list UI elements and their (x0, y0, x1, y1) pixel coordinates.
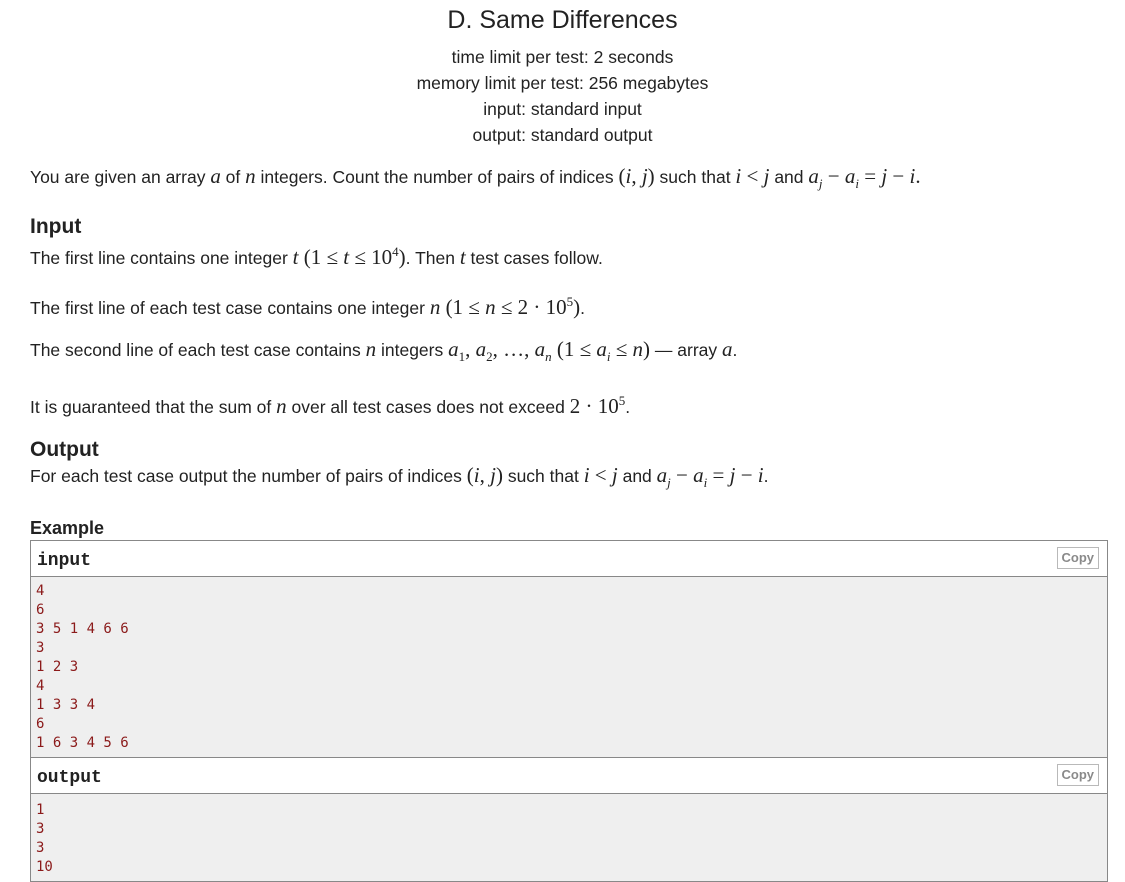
sample-input-header (31, 541, 1107, 577)
sample-input-line: 1 2 3 (36, 658, 79, 675)
input-file: input: standard input (483, 99, 642, 119)
legend-paragraph: You are given an array a of n integers. Count the number of pairs of indices (i, j) such that i < j and $a_j - a_i = j - i$. (30, 164, 921, 192)
example-title: Example (30, 517, 105, 538)
problem-statement (0, 164, 1125, 882)
input-line-4: It is guaranteed that the sum of n over all test cases does not exceed $2 \cdot 10^5$. (30, 393, 631, 419)
problem-title: D. Same Differences (447, 6, 678, 34)
sample-output-line: 3 (36, 820, 45, 837)
input-section-title: Input (30, 215, 82, 239)
sample-output-label: output (37, 767, 102, 788)
sample-input-line: 3 5 1 4 6 6 (36, 620, 129, 637)
sample-output-line: 1 (36, 801, 45, 818)
sample-input-label: input (37, 550, 92, 571)
sample-input-line: 6 (36, 601, 45, 618)
copy-input-button[interactable]: Copy (1057, 547, 1100, 569)
sample-output-box (30, 758, 1108, 882)
sample-output-header (31, 758, 1107, 794)
time-limit: time limit per test: 2 seconds (451, 47, 674, 67)
problem-header (0, 0, 1125, 148)
sample-input-line: 6 (36, 715, 45, 732)
problem-limits (0, 44, 1125, 148)
sample-input-line: 1 3 3 4 (36, 696, 96, 713)
sample-output-line: 10 (36, 858, 53, 875)
sample-input-box (30, 540, 1108, 758)
sample-input-line: 3 (36, 639, 45, 656)
sample-input-line: 1 6 3 4 5 6 (36, 734, 129, 751)
output-line-1: For each test case output the number of pairs of indices (i, j) such that i < j and $a_j - a_i = j - i$. (30, 463, 769, 491)
input-line-2: The first line of each test case contains one integer n $(1 \le n \le 2 \cdot 10^5)$. (30, 294, 585, 320)
sample-output-line: 3 (36, 839, 45, 856)
input-line-3: The second line of each test case contains n integers $a_1$, $a_2$, …, $a_n$ $(1 \le a_i \le n)$ — array a. (30, 337, 738, 365)
output-file: output: standard output (472, 125, 653, 145)
sample-input-content (31, 577, 1107, 757)
sample-input-line: 4 (36, 582, 45, 599)
memory-limit: memory limit per test: 256 megabytes (416, 73, 709, 93)
sample-output-content (31, 794, 1107, 881)
output-section-title: Output (30, 438, 99, 462)
copy-output-button[interactable]: Copy (1057, 764, 1100, 786)
sample-input-line: 4 (36, 677, 45, 694)
input-line-1: The first line contains one integer t $(1 \le t \le 10^4)$. Then t test cases follow. (30, 244, 603, 270)
